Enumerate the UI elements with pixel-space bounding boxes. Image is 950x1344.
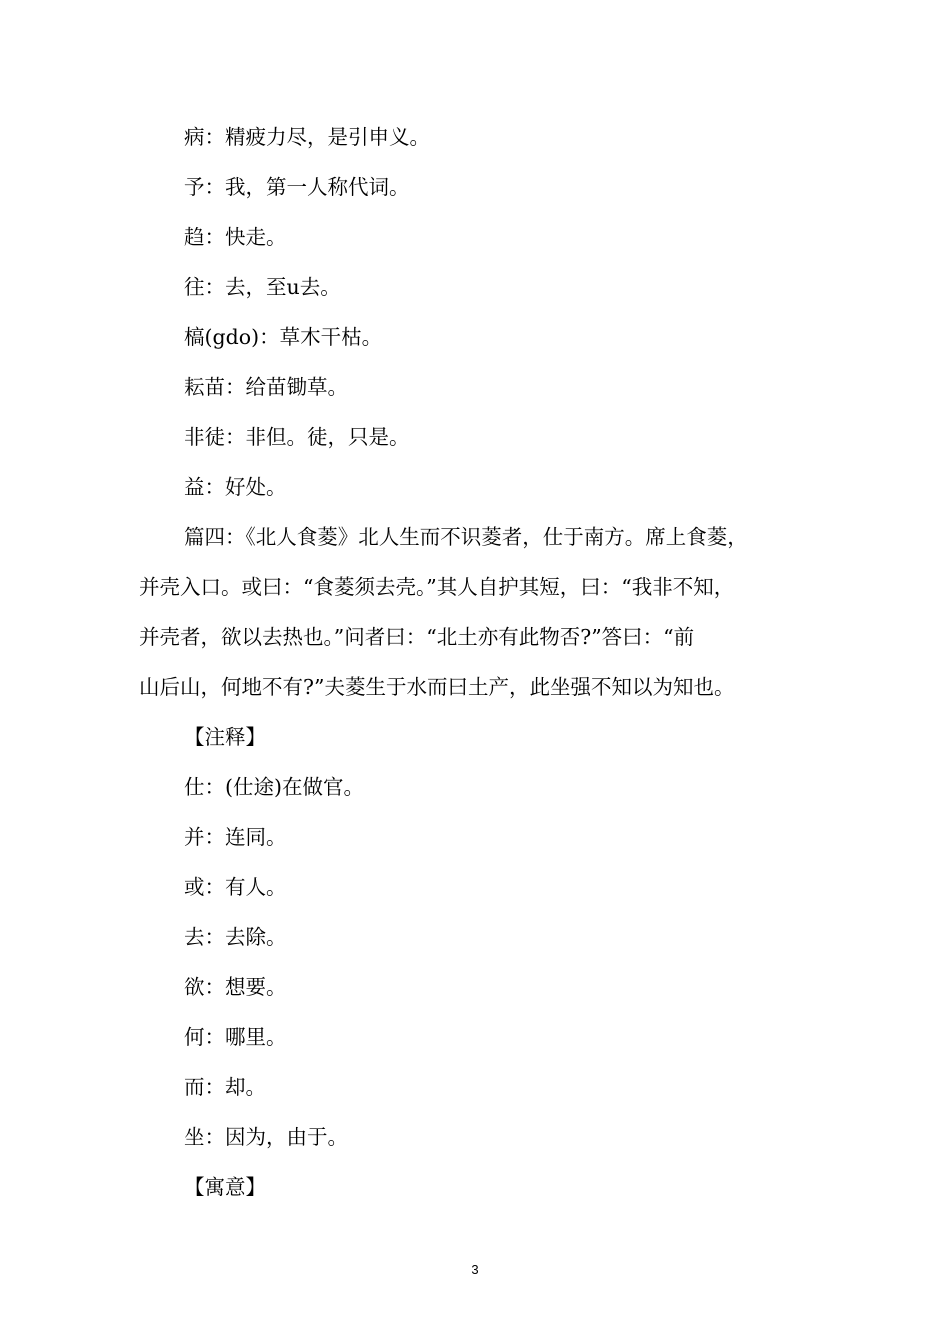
- note-item: 何：哪里。: [184, 1025, 287, 1049]
- text-line: 益：好处。: [184, 475, 287, 499]
- note-item: 坐：因为，由于。: [184, 1125, 348, 1149]
- note-item: 去：去除。: [184, 925, 287, 949]
- text-line: 耘苗：给苗锄草。: [184, 375, 348, 399]
- note-item: 或：有人。: [184, 875, 287, 899]
- text-line: 非徒：非但。徒，只是。: [184, 425, 410, 449]
- page-number: 3: [471, 1262, 479, 1277]
- text-line: 往：去，至u去。: [184, 275, 341, 299]
- document-body: [139, 112, 829, 1212]
- text-line: 予：我，第一人称代词。: [184, 175, 410, 199]
- paragraph-line: 篇四：《北人食菱》北人生而不识菱者，仕于南方。席上食菱，: [184, 525, 748, 549]
- note-item: 仕：(仕途)在做官。: [184, 775, 364, 799]
- paragraph-line: 山后山，何地不有?”夫菱生于水而曰土产，此坐强不知以为知也。: [139, 675, 735, 699]
- text-line: 趋：快走。: [184, 225, 287, 249]
- text-line: 槁(gdo)：草木干枯。: [184, 325, 383, 349]
- story-paragraph: [139, 512, 829, 712]
- text-line: 病：精疲力尽，是引申义。: [184, 125, 430, 149]
- note-item: 而：却。: [184, 1075, 266, 1099]
- meaning-heading: 【寓意】: [184, 1175, 266, 1199]
- note-item: 并：连同。: [184, 825, 287, 849]
- paragraph-line: 并壳入口。或曰：“食菱须去壳。”其人自护其短，曰：“我非不知，: [139, 575, 735, 599]
- notes-heading: 【注释】: [184, 725, 266, 749]
- paragraph-line: 并壳者，欲以去热也。”问者曰：“北土亦有此物否?”答曰：“前: [139, 625, 695, 649]
- note-item: 欲：想要。: [184, 975, 287, 999]
